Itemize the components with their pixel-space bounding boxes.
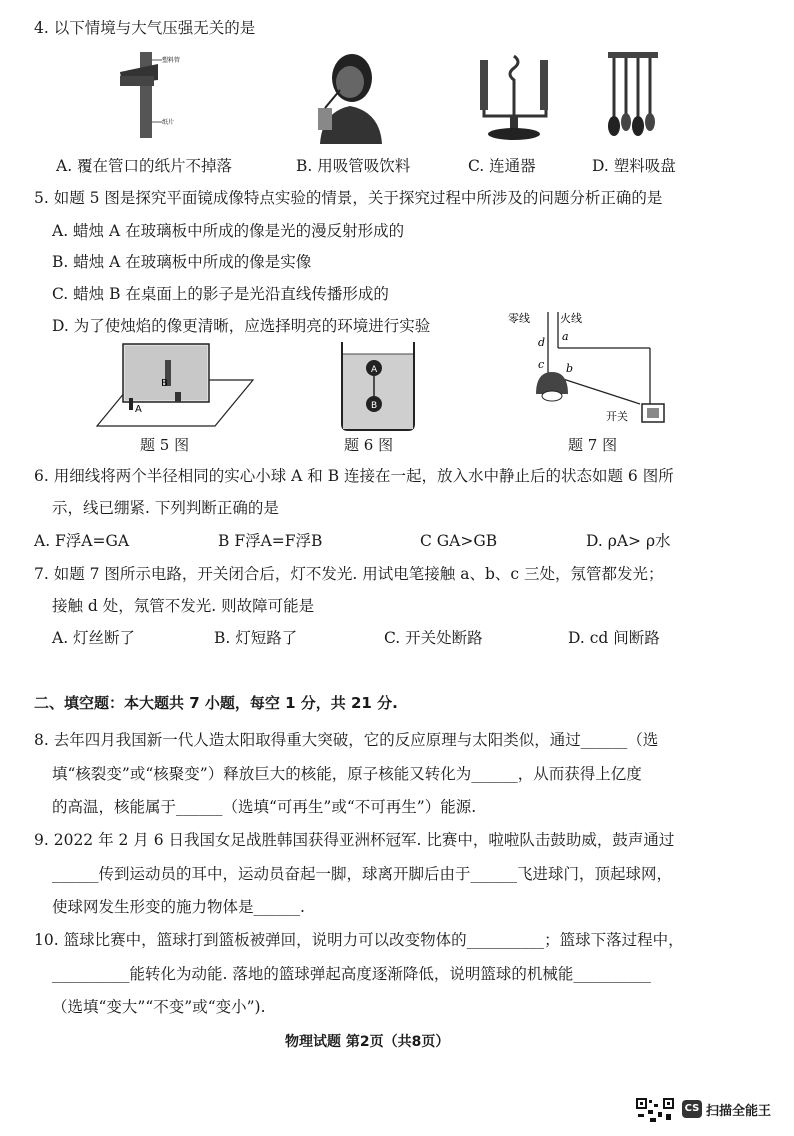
fig7-label-a: a — [562, 330, 569, 343]
scanner-logo-icon: CS — [682, 1100, 702, 1118]
fig5-mirror-experiment — [95, 340, 255, 430]
q6-option-d: D. ρA> ρ水 — [586, 532, 671, 550]
fig6-caption: 题 6 图 — [344, 436, 394, 454]
q4-option-b: B. 用吸管吸饮料 — [296, 157, 411, 175]
q9-line2: ______传到运动员的耳中，运动员奋起一脚，球离开脚后由于______飞进球门，顶起球网， — [52, 865, 673, 883]
section2-title: 二、填空题：本大题共 7 小题，每空 1 分，共 21 分. — [34, 694, 398, 712]
q6-stem-line2: 示，线已绷紧. 下列判断正确的是 — [52, 499, 279, 517]
q7-option-d: D. cd 间断路 — [568, 629, 660, 647]
fig6-label-a: A — [371, 365, 378, 375]
q4-figure-label-tube: 纸片 — [162, 119, 175, 126]
q10-line2: __________能转化为动能. 落地的篮球弹起高度逐渐降低，说明篮球的机械能__________ — [52, 965, 651, 983]
q6-stem-line1: 6. 用细线将两个半径相同的实心小球 A 和 B 连接在一起，放入水中静止后的状态如题 6 图所 — [34, 467, 674, 485]
q4-option-d: D. 塑料吸盘 — [592, 157, 676, 175]
fig7-label-live: 火线 — [560, 312, 582, 325]
q8-line2: 填“核裂变”或“核聚变”）释放巨大的核能，原子核能又转化为______，从而获得上亿度 — [52, 765, 642, 783]
q4-figure-label-paper: 塑料管 — [162, 57, 181, 64]
q4-option-a: A. 覆在管口的纸片不掉落 — [56, 157, 233, 175]
q4-stem: 4. 以下情境与大气压强无关的是 — [34, 19, 256, 37]
fig7-label-switch: 开关 — [606, 410, 628, 423]
q5-option-a: A. 蜡烛 A 在玻璃板中所成的像是光的漫反射形成的 — [52, 222, 405, 240]
q6-option-a: A. F浮A=GA — [34, 532, 130, 550]
q4-figure-a-paper-tube — [118, 50, 198, 140]
q6-option-c: C GA>GB — [420, 532, 498, 550]
qr-code-icon — [636, 1098, 674, 1136]
scanner-app-name: 扫描全能王 — [706, 1104, 772, 1119]
q8-line1: 8. 去年四月我国新一代人造太阳取得重大突破，它的反应原理与太阳类似，通过______（选 — [34, 731, 659, 749]
q5-option-b: B. 蜡烛 A 在玻璃板中所成的像是实像 — [52, 253, 312, 271]
q7-option-a: A. 灯丝断了 — [52, 629, 136, 647]
q4-figure-b-straw-drink — [310, 50, 390, 145]
fig7-caption: 题 7 图 — [568, 436, 618, 454]
fig7-label-c: c — [538, 358, 545, 371]
q4-figure-d-suction-hooks — [604, 48, 662, 140]
fig7-label-b: b — [566, 362, 574, 375]
fig5-label-a: A — [135, 404, 142, 415]
q7-stem-line2: 接触 d 处，氖管不发光. 则故障可能是 — [52, 597, 315, 615]
q9-line1: 9. 2022 年 2 月 6 日我国女足战胜韩国获得亚洲杯冠军. 比赛中，啦啦队击鼓助威，鼓声通过 — [34, 831, 675, 849]
fig6-balls-in-water — [338, 340, 418, 432]
q5-option-c: C. 蜡烛 B 在桌面上的影子是光沿直线传播形成的 — [52, 285, 389, 303]
q6-option-b: B F浮A=F浮B — [218, 532, 323, 550]
q9-line3: 使球网发生形变的施力物体是______. — [52, 898, 305, 916]
q10-line1: 10. 篮球比赛中，篮球打到篮板被弹回，说明力可以改变物体的__________；篮球下落过程中， — [34, 931, 684, 949]
q7-stem-line1: 7. 如题 7 图所示电路，开关闭合后，灯不发光. 用试电笔接触 a、b、c 三处，氖管都发光； — [34, 565, 664, 583]
fig7-label-neutral: 零线 — [508, 312, 530, 325]
q10-line3: （选填“变大”“不变”或“变小”). — [52, 998, 266, 1016]
q4-option-c: C. 连通器 — [468, 157, 536, 175]
q7-option-b: B. 灯短路了 — [214, 629, 298, 647]
fig7-label-d: d — [538, 336, 546, 349]
q8-line3: 的高温，核能属于______（选填“可再生”或“不可再生”）能源. — [52, 798, 477, 816]
page-footer: 物理试题 第2页（共8页） — [285, 1034, 450, 1050]
q5-option-d: D. 为了使烛焰的像更清晰，应选择明亮的环境进行实验 — [52, 317, 431, 335]
q5-stem: 5. 如题 5 图是探究平面镜成像特点实验的情景，关于探究过程中所涉及的问题分析正确的是 — [34, 189, 663, 207]
fig7-circuit — [508, 308, 678, 434]
fig5-label-b: B — [161, 378, 168, 389]
q4-figure-c-connected-vessel — [478, 50, 552, 142]
fig6-label-b: B — [371, 401, 378, 411]
fig5-caption: 题 5 图 — [140, 436, 190, 454]
q7-option-c: C. 开关处断路 — [384, 629, 483, 647]
